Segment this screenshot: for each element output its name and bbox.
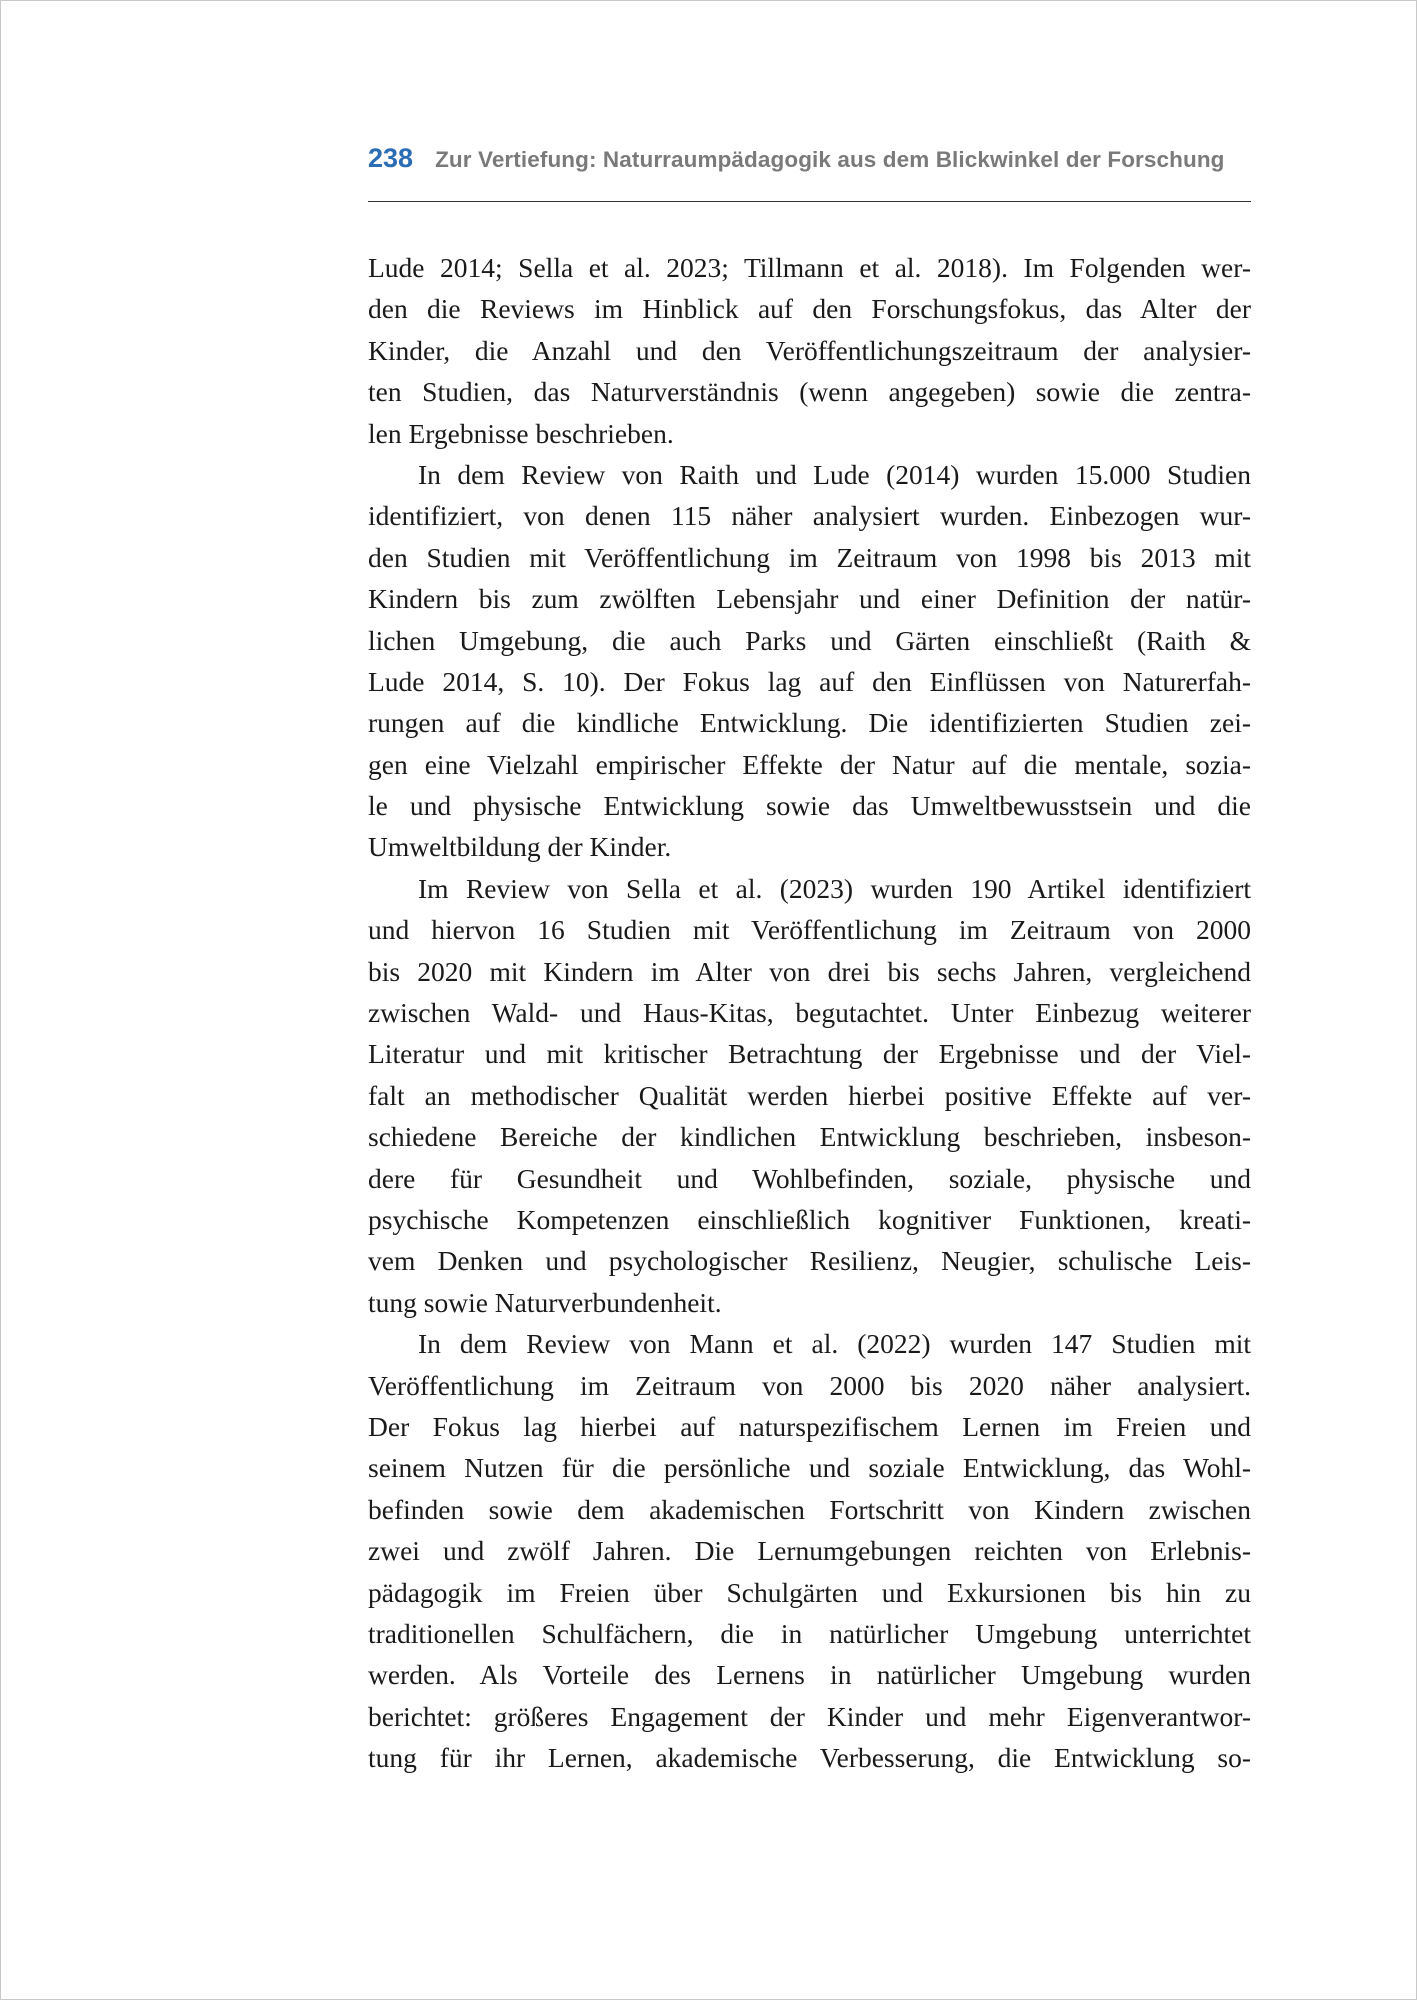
text-line: seinem Nutzen für die persönliche und soziale Entwicklung, das Wohl- xyxy=(368,1452,1251,1484)
text-line: le und physische Entwicklung sowie das Umweltbewusstsein und die xyxy=(368,790,1251,822)
text-line: rungen auf die kindliche Entwicklung. Die identifizierten Studien zei- xyxy=(368,707,1251,739)
text-line: berichtet: größeres Engagement der Kinder und mehr Eigenverantwor- xyxy=(368,1700,1251,1732)
text-line: Literatur und mit kritischer Betrachtung der Ergebnisse und der Viel- xyxy=(368,1038,1251,1070)
text-line: zwei und zwölf Jahren. Die Lernumgebungen reichten von Erlebnis- xyxy=(368,1535,1251,1567)
text-line: lichen Umgebung, die auch Parks und Gärten einschließt (Raith & xyxy=(368,624,1251,656)
paragraph-end-line: Umweltbildung der Kinder. xyxy=(368,831,672,863)
text-line: Kinder, die Anzahl und den Veröffentlichungszeitraum der analysier- xyxy=(368,334,1251,366)
paragraph-first-line: Im Review von Sella et al. (2023) wurden 190 Artikel identifiziert xyxy=(418,872,1251,904)
text-line: tung für ihr Lernen, akademische Verbesserung, die Entwicklung so- xyxy=(368,1742,1251,1774)
text-line: werden. Als Vorteile des Lernens in natürlicher Umgebung wurden xyxy=(368,1659,1251,1691)
paragraph-end-line: len Ergebnisse beschrieben. xyxy=(368,417,674,449)
text-line: Lude 2014; Sella et al. 2023; Tillmann et al. 2018). Im Folgenden wer- xyxy=(368,252,1251,283)
text-line: Veröffentlichung im Zeitraum von 2000 bis 2020 näher analysiert. xyxy=(368,1369,1251,1401)
text-line: Lude 2014, S. 10). Der Fokus lag auf den Einflüssen von Naturerfah- xyxy=(368,665,1251,697)
text-line: gen eine Vielzahl empirischer Effekte der Natur auf die mentale, sozia- xyxy=(368,748,1251,780)
page-number: 238 xyxy=(368,143,414,173)
text-line: zwischen Wald- und Haus-Kitas, begutachtet. Unter Einbezug weiterer xyxy=(368,997,1251,1029)
text-line: den Studien mit Veröffentlichung im Zeitraum von 1998 bis 2013 mit xyxy=(368,541,1251,573)
text-line: ten Studien, das Naturverständnis (wenn angegeben) sowie die zentra- xyxy=(368,376,1251,408)
text-line: den die Reviews im Hinblick auf den Forschungsfokus, das Alter der xyxy=(368,293,1251,325)
text-line: pädagogik im Freien über Schulgärten und Exkursionen bis hin zu xyxy=(368,1576,1251,1608)
text-line: psychische Kompetenzen einschließlich kognitiver Funktionen, kreati- xyxy=(368,1203,1251,1235)
paragraph-end-line: tung sowie Naturverbundenheit. xyxy=(368,1286,722,1318)
body-text xyxy=(368,247,1251,1778)
text-line: dere für Gesundheit und Wohlbefinden, soziale, physische und xyxy=(368,1162,1251,1194)
running-header xyxy=(368,143,1251,202)
text-line: vem Denken und psychologischer Resilienz, Neugier, schulische Leis- xyxy=(368,1245,1251,1277)
paragraph-first-line: In dem Review von Mann et al. (2022) wurden 147 Studien mit xyxy=(418,1328,1251,1360)
running-header-title: Zur Vertiefung: Naturraumpädagogik aus dem Blickwinkel der Forschung xyxy=(435,147,1225,172)
text-line: schiedene Bereiche der kindlichen Entwicklung beschrieben, insbeson- xyxy=(368,1121,1251,1153)
text-line: identifiziert, von denen 115 näher analysiert wurden. Einbezogen wur- xyxy=(368,500,1251,532)
text-line: befinden sowie dem akademischen Fortschritt von Kindern zwischen xyxy=(368,1493,1251,1525)
text-line: Kindern bis zum zwölften Lebensjahr und einer Definition der natür- xyxy=(368,583,1251,615)
text-line: bis 2020 mit Kindern im Alter von drei bis sechs Jahren, vergleichend xyxy=(368,955,1251,987)
text-line: Der Fokus lag hierbei auf naturspezifischem Lernen im Freien und xyxy=(368,1410,1251,1442)
text-line: traditionellen Schulfächern, die in natürlicher Umgebung unterrichtet xyxy=(368,1617,1251,1649)
text-line: und hiervon 16 Studien mit Veröffentlichung im Zeitraum von 2000 xyxy=(368,914,1251,946)
text-line: falt an methodischer Qualität werden hierbei positive Effekte auf ver- xyxy=(368,1079,1251,1111)
paragraph-first-line: In dem Review von Raith und Lude (2014) wurden 15.000 Studien xyxy=(418,458,1251,490)
